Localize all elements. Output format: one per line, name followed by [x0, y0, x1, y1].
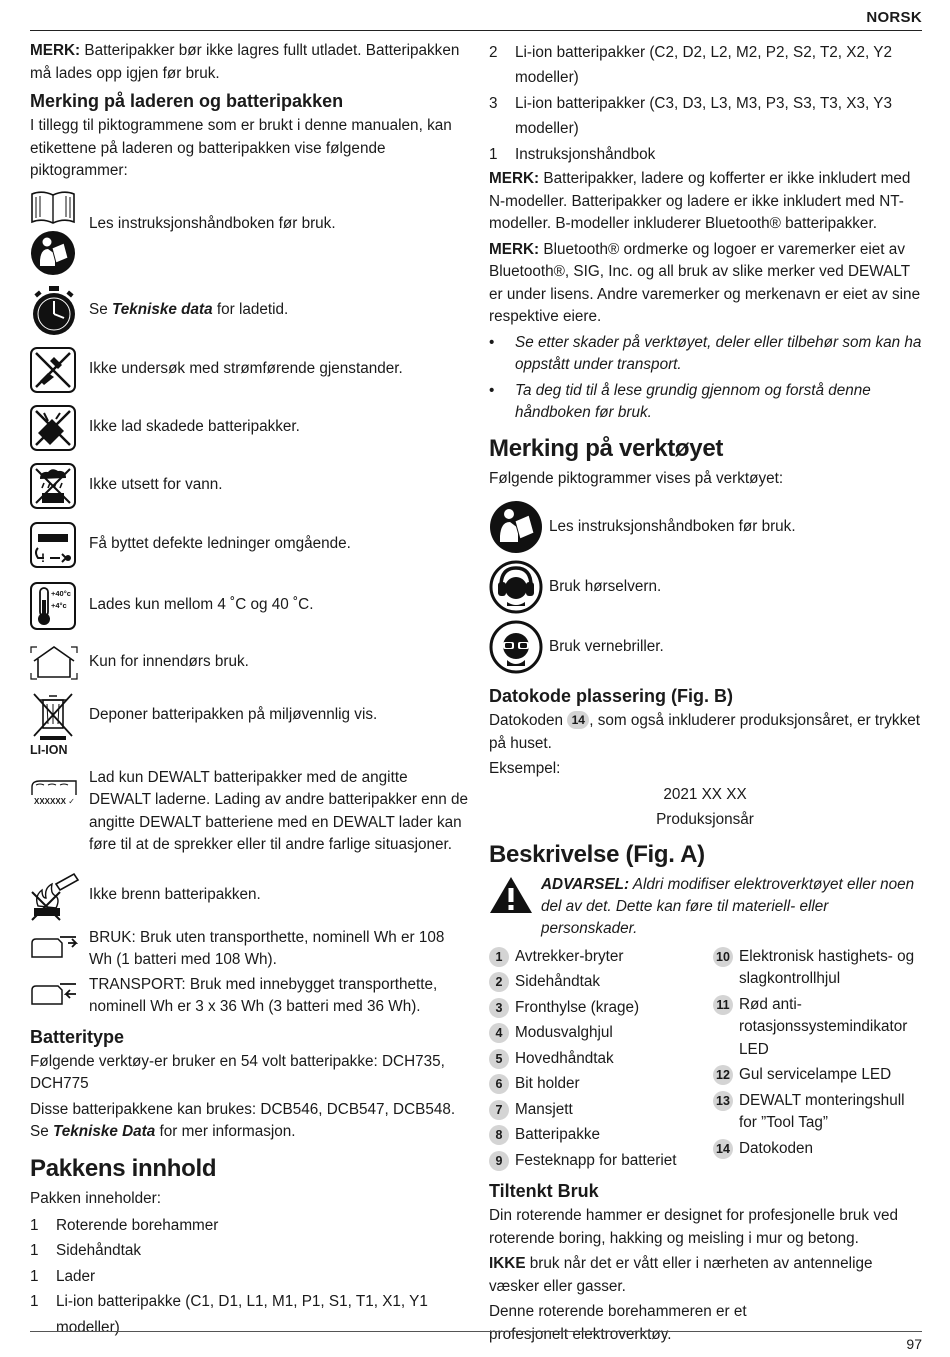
callout-badge: 7: [489, 1100, 509, 1120]
item-name: Li-ion batteripakker (C3, D3, L3, M3, P3, S3, T3, X3, Y3 modeller): [515, 94, 892, 138]
section-heading-battery-type: Batteritype: [30, 1026, 125, 1047]
section-heading-date-code: Datokode plassering (Fig. B): [489, 686, 734, 707]
section-heading-intended-use: Tiltenkt Bruk: [489, 1181, 599, 1202]
component-label: Sidehåndtak: [515, 973, 601, 991]
component-label: Datokoden: [739, 1139, 813, 1157]
left-column: [30, 40, 468, 1340]
bullet-mark: •: [489, 333, 495, 351]
callout-badge: 13: [713, 1091, 733, 1111]
note-paragraph: MERK: Batteripakker bør ikke lagres fullt utladet. Batteripakken må lades opp igjen før bruk.: [30, 42, 460, 82]
item-quantity: 1: [30, 1242, 39, 1260]
section-heading-marking: Merking på laderen og batteripakken: [30, 91, 344, 111]
callout-badge: 9: [489, 1151, 509, 1171]
battery-type-paragraph: Følgende verktøy-er bruker en 54 volt batteripakke: DCH735, DCH775: [30, 1052, 445, 1092]
ear-protection-icon: [489, 560, 543, 614]
warning-block: ADVARSEL: Aldri modifiser elektroverktøyet eller noen del av det. Dette kan føre til materiell- eller personskader.: [489, 874, 925, 940]
crossed-bin-icon: [30, 692, 76, 742]
pictogram-charge-time: Se Tekniske data for ladetid.: [30, 281, 468, 341]
example-label: Eksempel:: [489, 760, 561, 778]
pictogram-read-manual: Les instruksjonshåndboken før bruk.: [30, 189, 468, 277]
stopwatch-icon: [30, 285, 78, 337]
tool-pictogram-eye: Bruk vernebriller.: [489, 618, 925, 676]
intro-paragraph: I tillegg til piktogrammene som er brukt i denne manualen, kan etikettene på laderen og batteripakken vise følgende piktogrammer:: [30, 117, 452, 179]
component-item: [489, 997, 713, 1020]
footer-rule: [30, 1331, 922, 1332]
component-label: DEWALT monteringshull for ”Tool Tag”: [739, 1091, 905, 1132]
component-label: Elektronisk hastighets- og slagkontrollhjul: [739, 947, 915, 988]
eye-protection-icon: [489, 620, 543, 674]
component-list-column-2: [713, 946, 925, 1176]
intended-use-paragraph: Din roterende hammer er designet for profesjonelle bruk ved roterende boring, hakking og meisling i mur og betong.: [489, 1207, 898, 1247]
item-name: Roterende borehammer: [56, 1217, 219, 1234]
pictogram-indoor: Kun for innendørs bruk.: [30, 639, 468, 687]
warning-triangle-icon: [489, 876, 533, 914]
no-fire-icon: [30, 870, 80, 922]
item-quantity: 1: [30, 1267, 39, 1285]
callout-badge: 1: [489, 947, 509, 967]
bullet-mark: •: [489, 381, 495, 399]
tool-marking-intro: Følgende piktogrammer vises på verktøyet:: [489, 469, 784, 487]
note-paragraph-bluetooth: MERK: Bluetooth® ordmerke og logoer er varemerker eiet av Bluetooth®, SIG, Inc. og all bruk av slike merker ved DEWALT er under lisens. Andre varemerker og merkenavn er eiet av sine respektive eiere.: [489, 240, 921, 326]
house-icon: [30, 645, 78, 681]
bullet-text: Se etter skader på verktøyet, deler eller tilbehør som kan ha oppstått under transport.: [515, 333, 922, 373]
pictogram-no-water: Ikke utsett for vann.: [30, 457, 468, 515]
item-name: Instruksjonshåndbok: [515, 145, 656, 163]
no-conductive-objects-icon: [30, 347, 76, 393]
callout-badge: 3: [489, 998, 509, 1018]
no-damaged-battery-icon: [30, 405, 76, 451]
battery-packs-paragraph: Disse batteripakkene kan brukes: DCB546, DCB547, DCB548. Se Tekniske Data for mer informasjon.: [30, 1100, 456, 1140]
package-list: [30, 1213, 468, 1340]
svg-text:+40°c: +40°c: [51, 588, 71, 598]
component-label: Mansjett: [515, 1100, 573, 1118]
item-name: Li-ion batteripakker (C2, D2, L2, M2, P2, S2, T2, X2, Y2 modeller): [515, 44, 892, 87]
list-item: [489, 142, 925, 167]
component-list: [489, 946, 925, 1176]
callout-badge: 11: [713, 995, 733, 1015]
component-label: Batteripakke: [515, 1126, 601, 1144]
thermometer-icon: [30, 582, 76, 630]
professional-tool-paragraph: Denne roterende borehammeren er et profesjonelt elektroverktøy.: [489, 1303, 747, 1343]
callout-badge: 5: [489, 1049, 509, 1069]
bullet-list: [489, 332, 925, 424]
pictogram-temperature: +40°c +4°c Lades kun mellom 4 ˚C og 40 ˚C.: [30, 575, 468, 637]
bullet-item: [489, 332, 925, 376]
callout-badge: 14: [713, 1139, 733, 1159]
item-quantity: 2: [489, 44, 498, 61]
pictogram-no-burn: Ikke brenn batteripakken.: [30, 865, 468, 927]
component-item: [713, 1138, 925, 1161]
battery-use-icon: [30, 933, 78, 959]
list-item: [30, 1238, 468, 1263]
component-label: Fronthylse (krage): [515, 998, 640, 1016]
component-item: [713, 994, 925, 1062]
component-label: Hovedhåndtak: [515, 1049, 614, 1067]
section-heading-package: Pakkens innhold: [30, 1154, 217, 1182]
bullet-text: Ta deg tid til å lese grundig gjennom og forstå denne håndboken før bruk.: [515, 381, 871, 421]
component-item: [489, 946, 713, 969]
list-item: [489, 91, 925, 142]
do-not-use-paragraph: IKKE bruk når det er vått eller i nærheten av antennelige væsker eller gasser.: [489, 1255, 873, 1295]
header-rule: [30, 30, 922, 31]
item-quantity: 1: [30, 1293, 39, 1311]
read-manual-icon: [489, 500, 543, 554]
pictogram-transport: TRANSPORT: Bruk med innebygget transporthette, nominell Wh er 3 x 36 Wh (3 batteri med 36 Wh).: [30, 974, 468, 1019]
section-heading-tool-marking: Merking på verktøyet: [489, 434, 724, 462]
callout-badge: 14: [567, 711, 589, 729]
example-year-label: Produksjonsår: [656, 811, 754, 829]
component-item: [489, 1048, 713, 1071]
page-number: 97: [906, 1336, 922, 1352]
item-name: Lader: [56, 1267, 96, 1285]
pictogram-cords: ! Få byttet defekte ledninger omgående.: [30, 515, 468, 575]
callout-badge: 10: [713, 947, 733, 967]
component-label: Festeknapp for batteriet: [515, 1151, 677, 1169]
package-intro: Pakken inneholder:: [30, 1189, 161, 1207]
component-item: [489, 971, 713, 994]
list-item: [30, 1264, 468, 1289]
component-item: [489, 1124, 713, 1147]
component-label: Avtrekker-bryter: [515, 947, 624, 965]
item-quantity: 1: [489, 145, 498, 163]
list-item: [30, 1213, 468, 1238]
component-item: [713, 1064, 925, 1087]
pictogram-dispose: LI-ION Deponer batteripakken på miljøvennlig vis.: [30, 689, 468, 761]
section-heading-description: Beskrivelse (Fig. A): [489, 840, 705, 868]
component-item: [489, 1150, 713, 1173]
open-book-icon: [30, 190, 76, 226]
no-water-icon: [30, 463, 76, 509]
component-label: Bit holder: [515, 1075, 580, 1093]
callout-badge: 4: [489, 1023, 509, 1043]
component-label: Gul servicelampe LED: [739, 1066, 892, 1084]
component-item: [489, 1022, 713, 1045]
component-label: Modusvalghjul: [515, 1024, 613, 1042]
component-item: [489, 1073, 713, 1096]
component-item: [713, 946, 925, 991]
list-item: [489, 40, 925, 91]
tool-pictogram-ear: Bruk hørselvern.: [489, 558, 925, 616]
charger-model-label: XXXXXX ✓: [34, 796, 75, 806]
item-name: Li-ion batteripakke (C1, D1, L1, M1, P1, S1, T1, X1, Y1 modeller): [56, 1293, 428, 1336]
defective-cord-icon: [30, 522, 76, 568]
component-item: [489, 1099, 713, 1122]
tool-pictogram-read-manual: Les instruksjonshåndboken før bruk.: [489, 498, 925, 556]
callout-badge: 6: [489, 1074, 509, 1094]
svg-text:+4°c: +4°c: [51, 600, 67, 610]
bullet-item: [489, 380, 925, 424]
component-list-column-1: [489, 946, 713, 1176]
svg-text:!: !: [41, 550, 45, 565]
date-code-paragraph: Datokoden 14 , som også inkluderer produksjonsåret, er trykket på huset.: [489, 712, 920, 752]
item-quantity: 3: [489, 94, 498, 112]
pictogram-only-dewalt: XXXXXX ✓ Lad kun DEWALT batteripakker med de angitte DEWALT laderne. Lading av andre batteripakker enn de angitte DEWALT batteriene med en DEWALT lader kan føre til at de sprekker eller til andre farlige situasjoner.: [30, 767, 468, 857]
language-label: NORSK: [866, 9, 922, 26]
note-paragraph-models: MERK: Batteripakker, ladere og kofferter er ikke inkludert med N-modeller. Batteripakker og ladere er ikke inkludert med NT-modeller. B-modeller inkluderer Bluetooth® batteripakker.: [489, 170, 911, 233]
pictogram-use: BRUK: Bruk uten transporthette, nominell Wh er 108 Wh (1 batteri med 108 Wh).: [30, 927, 468, 972]
callout-badge: 12: [713, 1065, 733, 1085]
charger-icon: [30, 779, 78, 797]
right-column: [489, 40, 925, 1349]
item-quantity: 1: [30, 1217, 39, 1234]
callout-badge: 2: [489, 972, 509, 992]
item-name: Sidehåndtak: [56, 1242, 142, 1260]
pictogram-no-damaged: Ikke lad skadede batteripakker.: [30, 399, 468, 457]
package-list-continued: [489, 40, 925, 167]
component-label: Rød anti-rotasjonssystemindikator LED: [739, 995, 908, 1058]
callout-badge: 8: [489, 1125, 509, 1145]
pictogram-no-probe: Ikke undersøk med strømførende gjenstander.: [30, 341, 468, 399]
battery-transport-icon: [30, 980, 78, 1006]
list-item: [30, 1289, 468, 1340]
component-item: [713, 1090, 925, 1135]
read-manual-icon: [30, 230, 76, 276]
example-code: 2021 XX XX: [663, 785, 747, 803]
liion-label: LI-ION: [30, 743, 68, 757]
